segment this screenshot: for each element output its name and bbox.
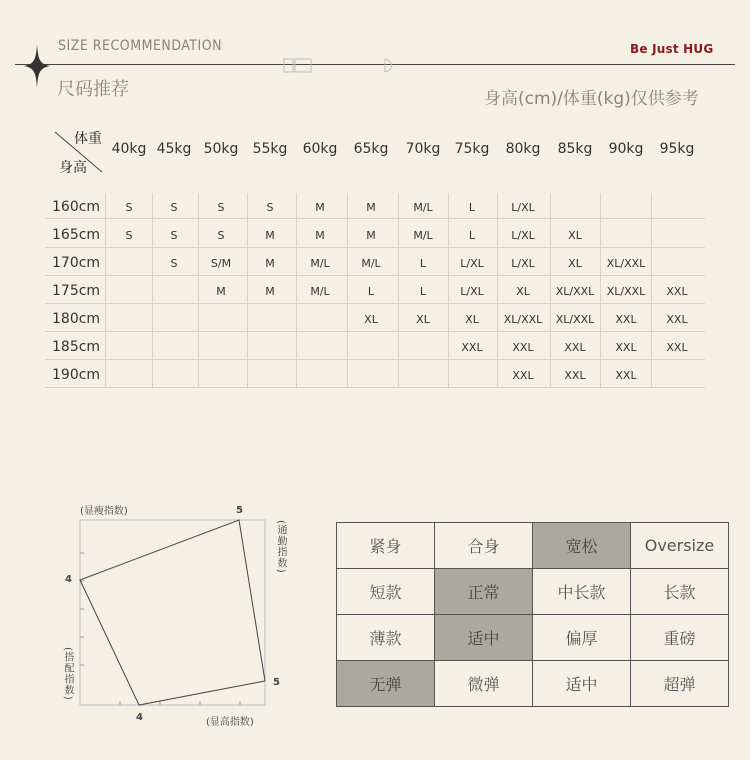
grid-row-line bbox=[45, 275, 705, 276]
size-cell: M/L bbox=[413, 229, 433, 242]
weight-header-cell: 45kg bbox=[156, 141, 192, 157]
size-cell: S bbox=[170, 257, 178, 270]
size-cell: XXL bbox=[615, 369, 637, 382]
attribute-cell: 长款 bbox=[631, 569, 729, 615]
weight-header-cell: 95kg bbox=[659, 141, 695, 157]
size-cell: XXL bbox=[564, 341, 586, 354]
weight-header-cell: 75kg bbox=[454, 141, 490, 157]
size-cell: S/M bbox=[210, 257, 232, 270]
attribute-cell: 薄款 bbox=[337, 615, 435, 661]
size-cell: XXL bbox=[512, 341, 534, 354]
size-cell: L/XL bbox=[511, 257, 535, 270]
attribute-cell: 偏厚 bbox=[533, 615, 631, 661]
size-cell: XL/XXL bbox=[606, 285, 646, 298]
radar-right-value: 5 bbox=[273, 677, 280, 688]
size-cell: M/L bbox=[310, 285, 330, 298]
size-cell: M bbox=[265, 257, 275, 270]
radar-bottom-value: 4 bbox=[136, 712, 143, 723]
attribute-cell: 合身 bbox=[435, 523, 533, 569]
size-cell: M bbox=[366, 201, 376, 214]
size-cell: XL bbox=[364, 313, 378, 326]
grid-row-line bbox=[45, 387, 705, 388]
radar-frame bbox=[60, 515, 275, 715]
weight-header-cell: 80kg bbox=[505, 141, 541, 157]
size-cell: XL/XXL bbox=[606, 257, 646, 270]
size-cell: XXL bbox=[512, 369, 534, 382]
attribute-cell: 微弹 bbox=[435, 661, 533, 707]
weight-header-cell: 70kg bbox=[405, 141, 441, 157]
height-axis-label: 身高 bbox=[59, 160, 87, 176]
size-cell: XL bbox=[416, 313, 430, 326]
attribute-cell: 适中 bbox=[533, 661, 631, 707]
weight-axis-label: 体重 bbox=[74, 131, 102, 147]
size-cell: XXL bbox=[461, 341, 483, 354]
size-cell: XXL bbox=[615, 313, 637, 326]
size-cell: XL/XXL bbox=[503, 313, 543, 326]
weight-header-cell: 85kg bbox=[557, 141, 593, 157]
grid-row-line bbox=[45, 247, 705, 248]
size-cell: M bbox=[315, 229, 325, 242]
attribute-cell: Oversize bbox=[631, 523, 729, 569]
grid-row-line bbox=[45, 303, 705, 304]
size-cell: L/XL bbox=[460, 285, 484, 298]
weight-header-cell: 65kg bbox=[353, 141, 389, 157]
attribute-cell: 重磅 bbox=[631, 615, 729, 661]
height-label: 180cm bbox=[52, 311, 101, 327]
size-cell: XXL bbox=[666, 285, 688, 298]
size-cell: L/XL bbox=[460, 257, 484, 270]
size-cell: L bbox=[367, 285, 375, 298]
size-cell: XXL bbox=[564, 369, 586, 382]
size-cell: M bbox=[366, 229, 376, 242]
radar-left-label: (搭配指数) bbox=[62, 647, 73, 701]
size-cell: XL bbox=[465, 313, 479, 326]
grid-row-line bbox=[45, 331, 705, 332]
attribute-cell: 短款 bbox=[337, 569, 435, 615]
attribute-cell-selected: 宽松 bbox=[533, 523, 631, 569]
height-label: 165cm bbox=[52, 227, 101, 243]
weight-header-cell: 40kg bbox=[111, 141, 147, 157]
attribute-cell: 紧身 bbox=[337, 523, 435, 569]
weight-header-cell: 55kg bbox=[252, 141, 288, 157]
attribute-cell-selected: 正常 bbox=[435, 569, 533, 615]
attribute-table bbox=[336, 522, 729, 707]
size-cell: XL bbox=[568, 257, 582, 270]
size-cell: XL/XXL bbox=[555, 285, 595, 298]
size-cell: XL bbox=[516, 285, 530, 298]
weight-header-cell: 90kg bbox=[608, 141, 644, 157]
attribute-row bbox=[337, 615, 729, 661]
radar-bottom-label: (显高指数) bbox=[206, 717, 254, 728]
height-label: 185cm bbox=[52, 339, 101, 355]
attribute-row bbox=[337, 523, 729, 569]
size-cell: S bbox=[266, 201, 274, 214]
size-cell: S bbox=[217, 201, 225, 214]
size-cell: M/L bbox=[361, 257, 381, 270]
size-cell: XXL bbox=[666, 341, 688, 354]
size-cell: M/L bbox=[413, 201, 433, 214]
size-cell: M bbox=[265, 229, 275, 242]
attribute-cell: 超弹 bbox=[631, 661, 729, 707]
size-cell: XXL bbox=[666, 313, 688, 326]
size-recommendation-cn-title: 尺码推荐 bbox=[57, 79, 129, 100]
weight-header-cell: 60kg bbox=[302, 141, 338, 157]
height-label: 160cm bbox=[52, 199, 101, 215]
size-cell: L/XL bbox=[511, 201, 535, 214]
size-cell: L bbox=[419, 257, 427, 270]
radar-top-value: 5 bbox=[236, 505, 243, 516]
size-cell: L/XL bbox=[511, 229, 535, 242]
attribute-cell: 中长款 bbox=[533, 569, 631, 615]
attribute-row bbox=[337, 661, 729, 707]
unit-note: 身高(cm)/体重(kg)仅供参考 bbox=[484, 89, 699, 109]
size-cell: L bbox=[468, 229, 476, 242]
size-cell: S bbox=[170, 229, 178, 242]
size-cell: S bbox=[125, 229, 133, 242]
height-label: 170cm bbox=[52, 255, 101, 271]
decorative-marks-icon bbox=[282, 58, 402, 74]
size-cell: M/L bbox=[310, 257, 330, 270]
size-cell: L bbox=[468, 201, 476, 214]
grid-row-line bbox=[45, 359, 705, 360]
size-cell: XXL bbox=[615, 341, 637, 354]
size-cell: L bbox=[419, 285, 427, 298]
radar-left-value: 4 bbox=[65, 574, 72, 585]
size-cell: S bbox=[170, 201, 178, 214]
brand-logo: Be Just HUG bbox=[630, 42, 714, 56]
size-cell: S bbox=[217, 229, 225, 242]
size-cell: M bbox=[216, 285, 226, 298]
radar-top-label: (显瘦指数) bbox=[80, 506, 128, 517]
attribute-cell-selected: 适中 bbox=[435, 615, 533, 661]
size-cell: XL/XXL bbox=[555, 313, 595, 326]
size-cell: M bbox=[315, 201, 325, 214]
size-cell: XL bbox=[568, 229, 582, 242]
grid-row-line bbox=[45, 218, 705, 219]
radar-right-label: (通勤指数) bbox=[275, 520, 286, 574]
weight-header-cell: 50kg bbox=[203, 141, 239, 157]
attribute-row bbox=[337, 569, 729, 615]
height-label: 190cm bbox=[52, 367, 101, 383]
height-label: 175cm bbox=[52, 283, 101, 299]
size-recommendation-title: SIZE RECOMMENDATION bbox=[58, 38, 223, 54]
size-cell: S bbox=[125, 201, 133, 214]
attribute-cell-selected: 无弹 bbox=[337, 661, 435, 707]
sparkle-icon bbox=[22, 42, 52, 92]
size-cell: M bbox=[265, 285, 275, 298]
